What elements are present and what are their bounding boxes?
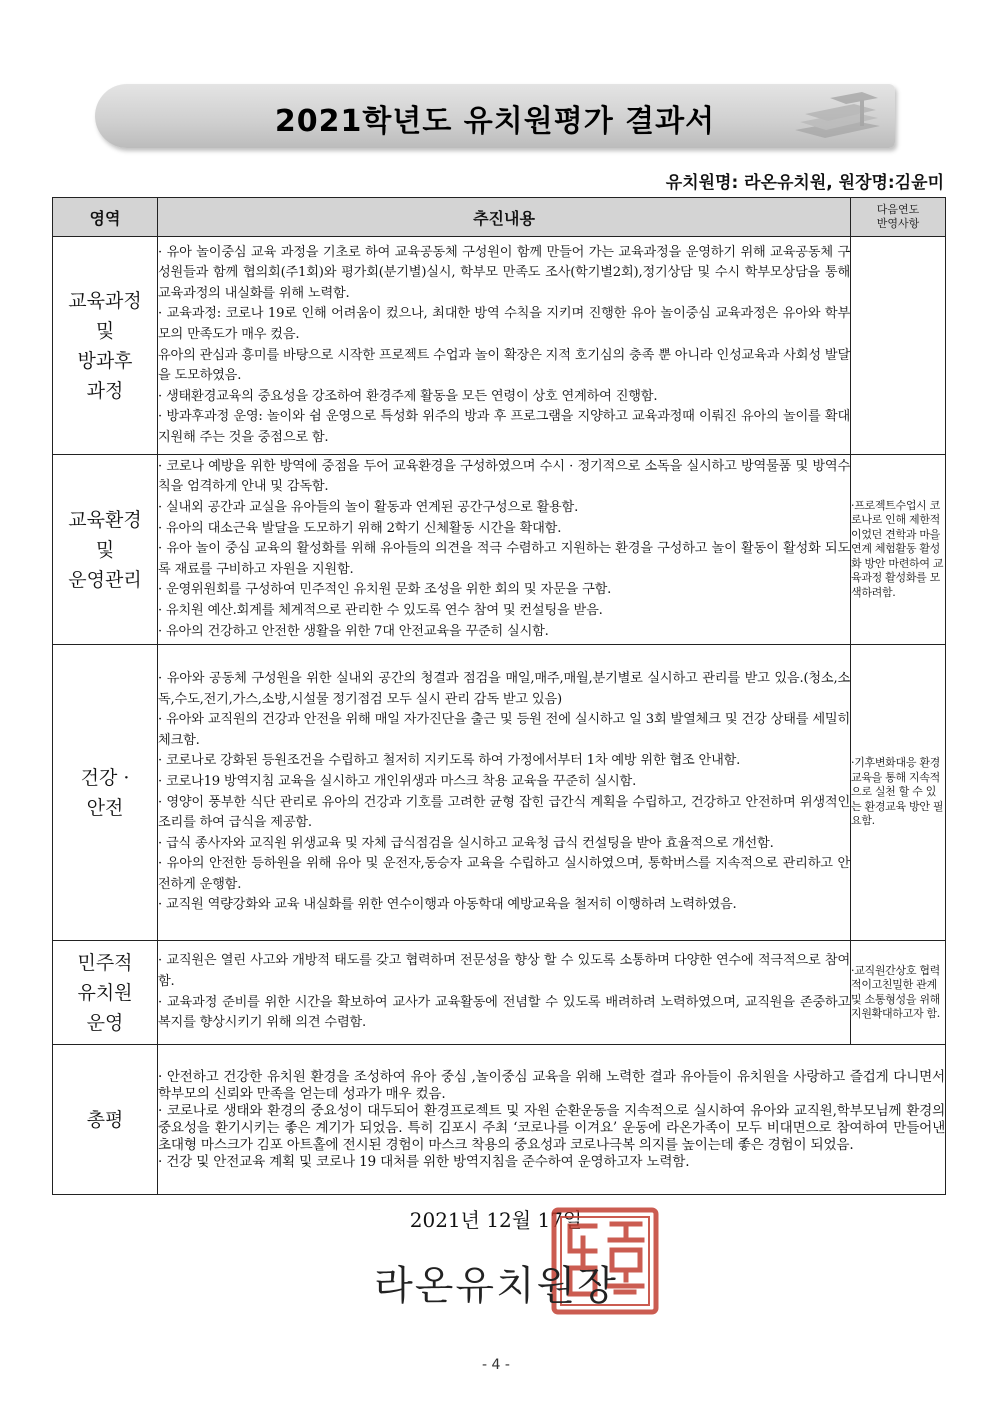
list-item: · 유아 놀이중심 교육 과정을 기초로 하여 교육공동체 구성원이 함께 만들어 가는 교육과정을 운영하기 위해 교육공동체 구성원들과 함께 협의회(주1회)와 평가회(분기별)실시, 학부모 만족도 조사(학기별2회),정기상담 및 수시 학부모상담을 통해 교육과정의 내실화를 위해 노력함.: [158, 244, 850, 301]
content-cell: [158, 237, 851, 455]
list-item: · 코로나로 강화된 등원조건을 수립하고 철저히 지키도록 하여 가정에서부터 1차 예방 위한 협조 안내함.: [158, 753, 741, 769]
list-item: · 유아의 건강하고 안전한 생활을 위한 7대 안전교육을 꾸준히 실시함.: [158, 623, 549, 639]
list-item: · 유치원 예산.회계를 체계적으로 관리한 수 있도록 연수 참여 및 컨설팅을 받음.: [158, 602, 603, 618]
summary-item: · 안전하고 건강한 유치원 환경을 조성하여 유아 중심 ,놀이중심 교육을 위해 노력한 결과 유아들이 유치원을 사랑하고 즐겁게 다니면서 학부모의 신뢰와 만족을 얻는데 성과가 매우 컸음.: [158, 1068, 945, 1102]
page-title: 2021학년도 유치원평가 결과서: [274, 104, 716, 139]
list-item: · 유아의 안전한 등하원을 위해 유아 및 운전자,동승자 교육을 수립하고 실시하였으며, 통학버스를 지속적으로 관리하고 안전하게 운행함.: [158, 856, 850, 892]
list-item: · 유아와 공동체 구성원을 위한 실내외 공간의 청결과 점검을 매일,매주,매월,분기별로 실시하고 관리를 받고 있음.(청소,소독,수도,전기,가스,소방,시설물 정기점검 모두 실시 관리 감독 받고 있음): [158, 670, 850, 707]
summary-item: · 건강 및 안전교육 계획 및 코로나 19 대처를 위한 방역지침을 준수하여 운영하고자 노력함.: [158, 1153, 690, 1170]
list-item: · 코로나19 방역지침 교육을 실시하고 개인위생과 마스크 착용 교육을 꾸준히 실시함.: [158, 773, 637, 789]
next-year-note: ·교직원간상호 협력적이고친밀한 관계 및 소통형성을 위해 지원확대하고자 함.: [851, 963, 941, 1020]
list-item: · 방과후과정 운영: 놀이와 쉼 운영으로 특성화 위주의 방과 후 프로그램을 지양하고 교육과정때 이뤄진 유아의 놀이를 확대지원해 주는 것을 중점으로 함.: [158, 409, 850, 445]
table-row-curriculum: [53, 237, 946, 455]
content-cell: [158, 645, 851, 941]
evaluation-table: [52, 197, 946, 1195]
issue-date: 2021년 12월 17일: [409, 1208, 583, 1232]
header-content: 추진내용: [158, 198, 851, 237]
next-year-cell: [851, 237, 946, 455]
summary-item: · 코로나로 생태와 환경의 중요성이 대두되어 환경프로젝트 및 자원 순환운동을 지속적으로 실시하여 유아와 교직원,학부모님께 환경의 중요성을 환기시키는 좋은 계기가 되었음. 특히 김포시 주최 ‘코로나를 이겨요’ 운동에 라온가족이 모두 비대면으로 참여하여 만들어낸 초대형 마스크가 김포 아트홀에 전시된 경험이 마스크 착용의 중요성과 코로나극복 의지를 높이는데 좋은 경험이 되었음.: [158, 1102, 945, 1153]
table-row-democratic: [53, 941, 946, 1045]
next-year-cell: [851, 455, 946, 645]
summary-cell: [158, 1045, 946, 1195]
list-item: · 영양이 풍부한 식단 관리로 유아의 건강과 기호를 고려한 균형 잡힌 급간식 계획을 수립하고, 건강하고 안전하며 위생적인 조리를 하여 급식을 제공함.: [158, 794, 850, 831]
list-item: · 급식 종사자와 교직원 위생교육 및 자체 급식점검을 실시하고 교육청 급식 컨설팅을 받아 효율적으로 개선함.: [158, 835, 774, 851]
table-row-environment: [53, 455, 946, 645]
list-item: · 유아와 교직원의 건강과 안전을 위해 매일 자가진단을 출근 및 등원 전에 실시하고 일 3회 발열체크 및 건강 상태를 세밀히 체크함.: [158, 712, 850, 748]
list-item: · 교직원은 열린 사고와 개방적 태도를 갖고 협력하며 전문성을 향상 할 수 있도록 소통하며 다양한 연수에 적극적으로 참여함.: [158, 953, 850, 989]
next-year-cell: [851, 645, 946, 941]
next-year-note: ·기후변화대응 환경교육을 통해 지속적으로 실천 할 수 있는 환경교육 방안 필요함.: [851, 756, 944, 828]
list-item: · 유아의 대소근육 발달을 도모하기 위해 2학기 신체활동 시간을 확대함.: [158, 520, 562, 536]
next-year-note: ·프로젝트수업시 코로나로 인해 제한적이었던 견학과 마을 연계 체험활동 활성화 방안 마련하여 교육과정 활성화를 모색하려함.: [851, 498, 944, 599]
list-item: · 교육과정 준비를 위한 시간을 확보하여 교사가 교육활동에 전념할 수 있도록 배려하려 노력하였으며, 교직원을 존중하고 복지를 향상시키기 위해 의견 수렴함.: [158, 994, 850, 1031]
table-row-summary: [53, 1045, 946, 1195]
table-header-row: [53, 198, 946, 237]
list-item: · 코로나 예방을 위한 방역에 중점을 두어 교육환경을 구성하였으며 수시 · 정기적으로 소독을 실시하고 방역물품 및 방역수칙을 엄격하게 안내 및 감독함.: [158, 458, 850, 495]
header-area: 영역: [53, 198, 158, 237]
next-year-cell: [851, 941, 946, 1045]
list-item: · 생태환경교육의 중요성을 강조하여 환경주제 활동을 모든 연령이 상호 연계하여 진행함.: [158, 388, 658, 404]
list-item: · 운영위원회를 구성하여 민주적인 유치원 문화 조성을 위한 회의 및 자문을 구함.: [158, 582, 612, 598]
area-label: 교육과정 및 방과후 과정: [53, 237, 158, 455]
principal-signature: 라온유치원장: [374, 1263, 618, 1309]
area-label: 건강 · 안전: [53, 645, 158, 941]
list-item: · 교직원 역량강화와 교육 내실화를 위한 연수이행과 아동학대 예방교육을 철저히 이행하려 노력하였음.: [158, 897, 737, 913]
title-banner: [95, 84, 895, 148]
kindergarten-info: 유치원명: 라온유치원, 원장명:김윤미: [665, 173, 944, 193]
list-item: · 실내외 공간과 교실을 유아들의 놀이 활동과 연계된 공간구성으로 활용함.: [158, 500, 579, 516]
list-item: · 유아 놀이 중심 교육의 활성화를 위해 유아들의 의견을 적극 수렴하고 지원하는 환경을 구성하고 놀이 활동이 활성화 되도록 재료를 구비하고 자원을 지원함.: [158, 541, 850, 577]
header-next-year: 다음연도 반영사항: [851, 198, 946, 237]
content-cell: [158, 455, 851, 645]
list-item: · 교육과정: 코로나 19로 인해 어려움이 컸으나, 최대한 방역 수칙을 지키며 진행한 유아 놀이중심 교육과정은 유아와 학부모의 만족도가 매우 컸음.: [158, 306, 850, 342]
page-number: - 4 -: [482, 1357, 510, 1373]
area-label: 총평: [53, 1045, 158, 1195]
area-label: 민주적 유치원 운영: [53, 941, 158, 1045]
table-row-health-safety: [53, 645, 946, 941]
list-item: 유아의 관심과 흥미를 바탕으로 시작한 프로젝트 수업과 놀이 확장은 지적 호기심의 충족 뿐 아니라 인성교육과 사회성 발달을 도모하였음.: [158, 347, 850, 384]
content-cell: [158, 941, 851, 1045]
area-label: 교육환경 및 운영관리: [53, 455, 158, 645]
